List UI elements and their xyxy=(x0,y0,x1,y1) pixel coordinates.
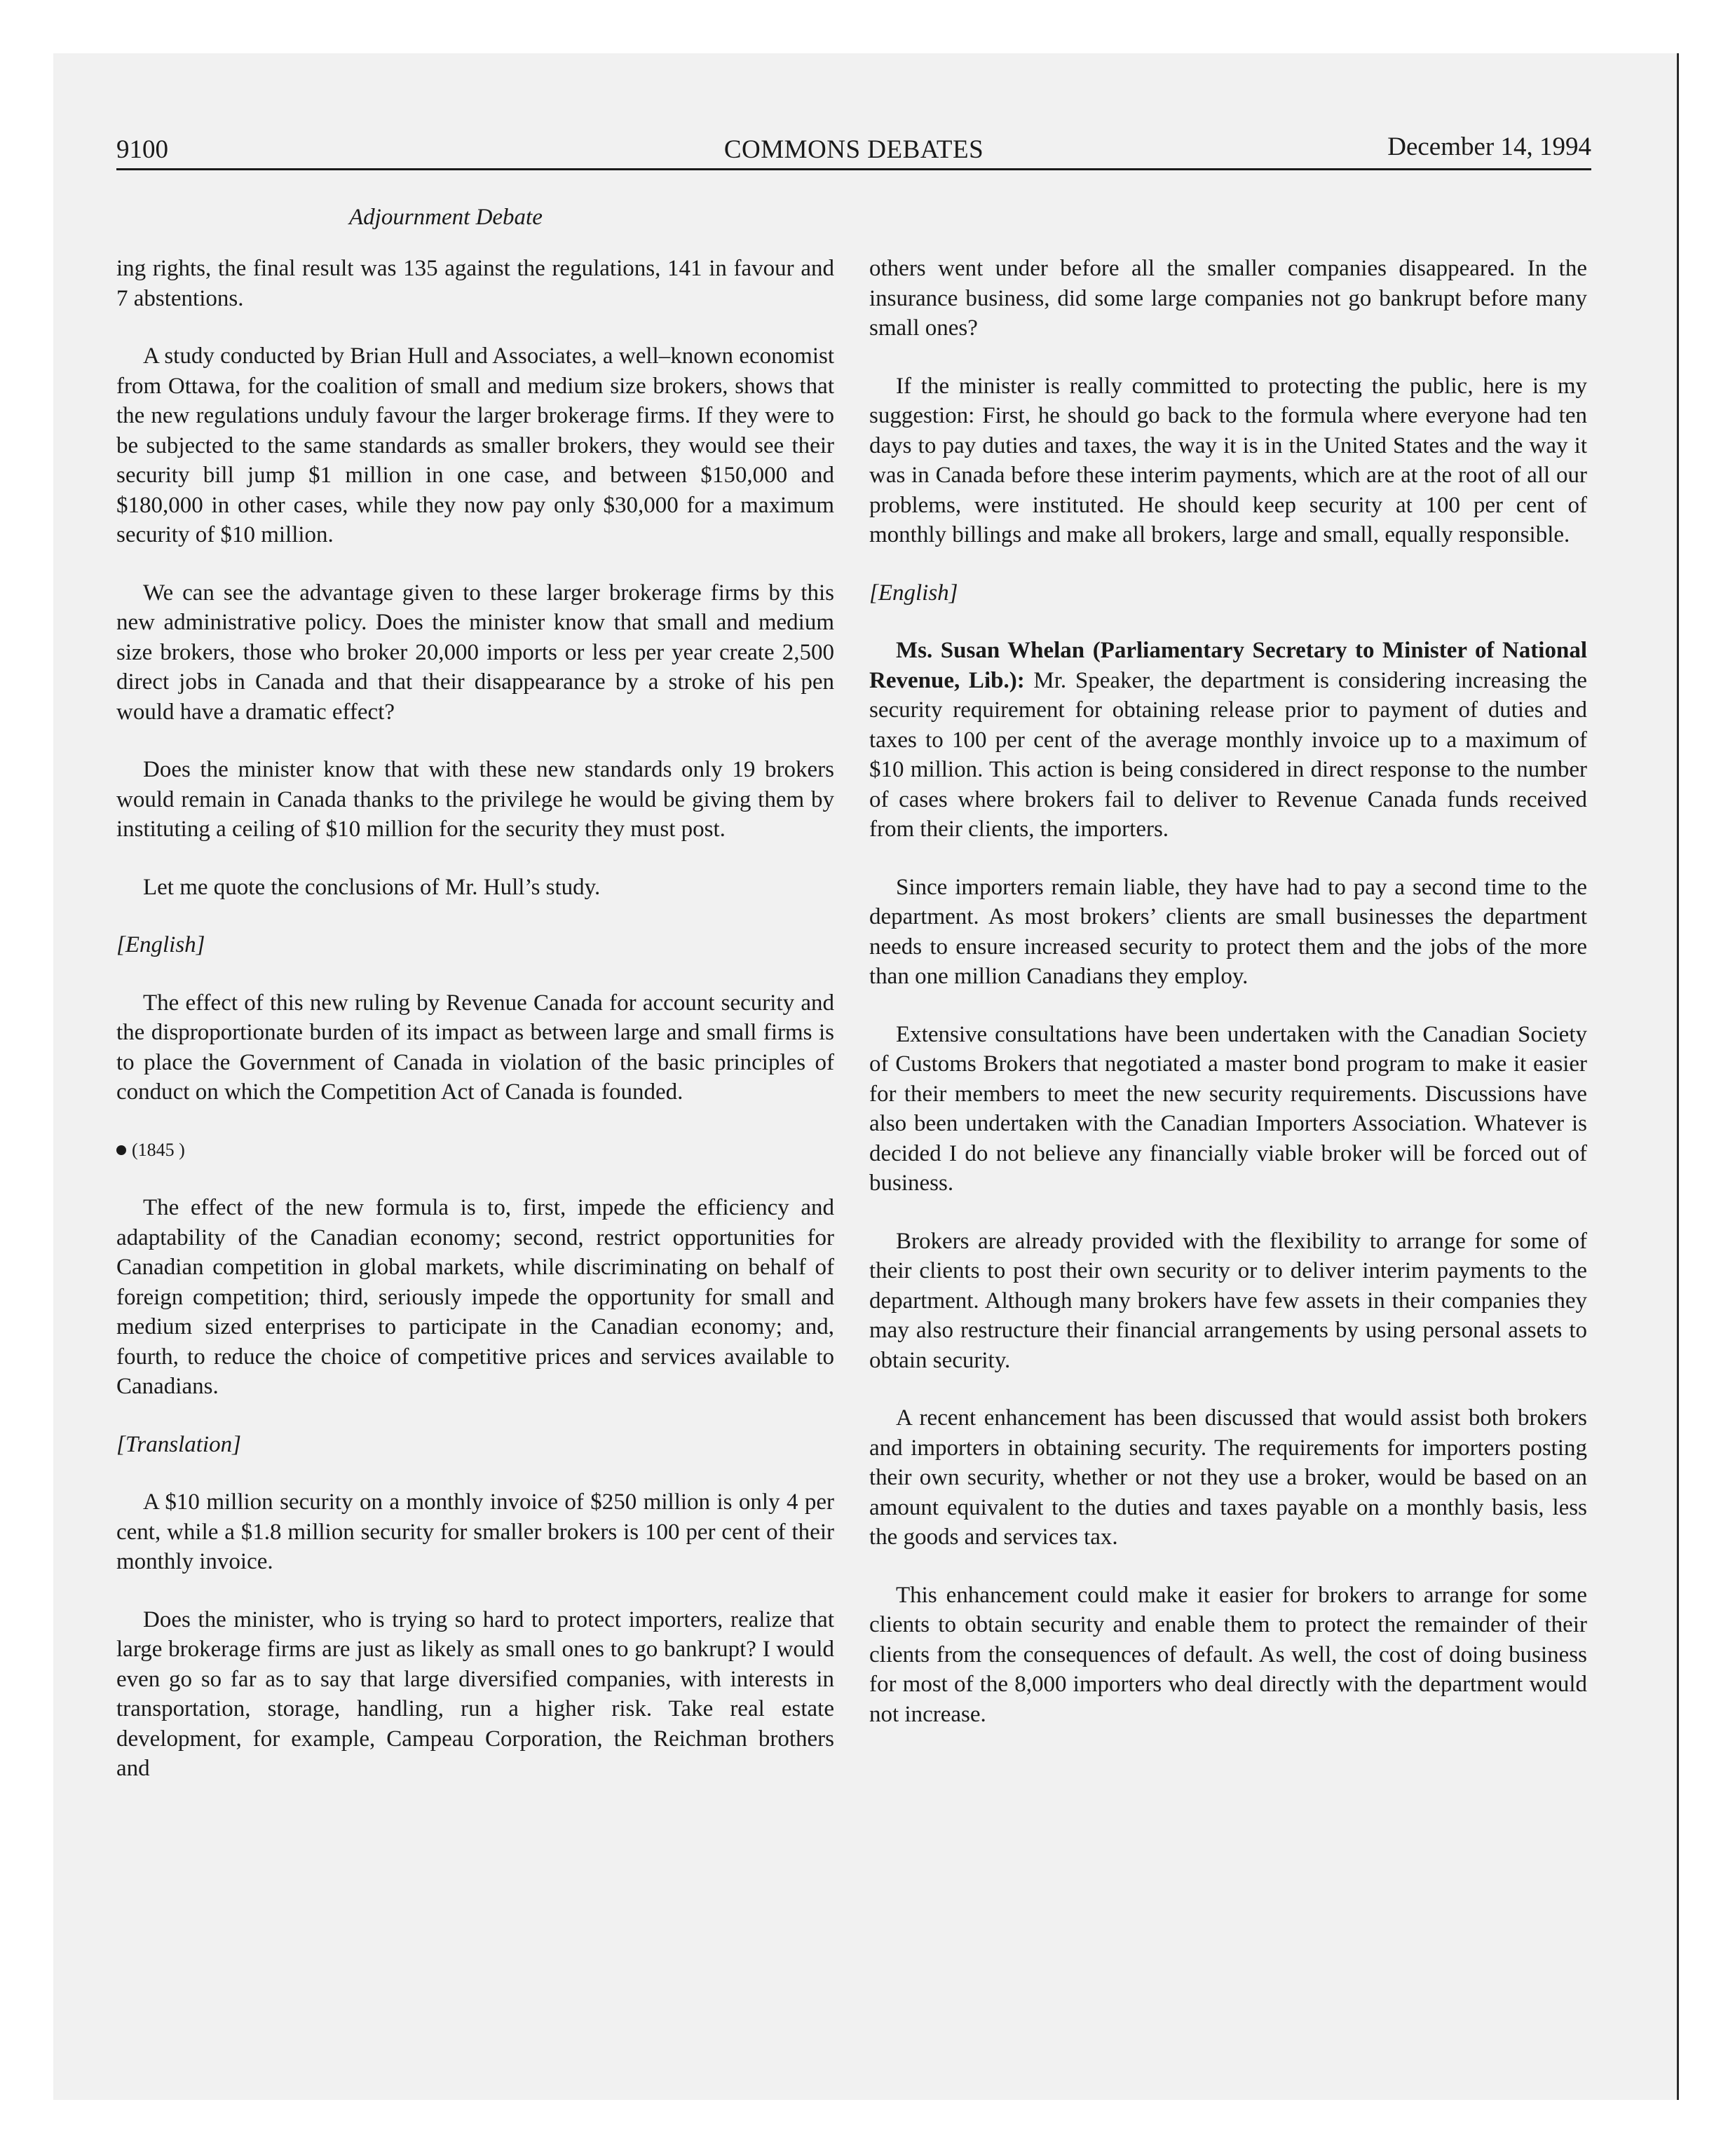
paragraph: The effect of the new formula is to, first, impede the efficiency and adaptability of the Canadian economy; second, restrict opportunities for Canadian competition in global markets, while discriminating on behalf of foreign competition; third, seriously impede the opportunity for small and medium sized enterprises to participate in the Canadian economy; and, fourth, to reduce the choice of competitive prices and services available to Canadians. xyxy=(116,1195,834,1399)
time-stamp-text: (1845 ) xyxy=(132,1139,185,1160)
paragraph: Does the minister know that with these new standards only 19 brokers would remain in Canada thanks to the privilege he would be giving them by instituting a ceiling of $10 million for the security they must post. xyxy=(116,757,834,842)
page-edge xyxy=(1677,53,1679,2100)
paragraph: Does the minister, who is trying so hard to protect importers, realize that large brokerage firms are just as likely as small ones to go bankrupt? I would even go so far as to say that large diversified companies, with interests in transportation, storage, handling, run a higher risk. Take real estate development, for example, Campeau Corporation, the Reichman brothers and xyxy=(116,1606,834,1781)
speech-paragraph xyxy=(869,636,1587,845)
paragraph: Let me quote the conclusions of Mr. Hull’s study. xyxy=(143,874,601,900)
paragraph: others went under before all the smaller companies disappeared. In the insurance business, did some large companies not go bankrupt before many small ones? xyxy=(869,256,1587,341)
language-marker: [Translation] xyxy=(116,1431,241,1457)
running-head: Adjournment Debate xyxy=(349,205,543,230)
speech-text: Mr. Speaker, the department is considering increasing the security requirement for obtaining release prior to payment of duties and taxes to 100 per cent of the average monthly invoice up to a maximum of $10 million. This action is being considered in direct response to the number of cases where brokers fail to deliver to Revenue Canada funds received from their clients, the importers. xyxy=(869,667,1588,842)
paragraph: Brokers are already provided with the flexibility to arrange for some of their clients to post their own security or to deliver interim payments to the department. Although many brokers have few assets in their companies they may also restructure their financial arrangements by using personal assets to obtain security. xyxy=(869,1228,1587,1373)
header-rule xyxy=(116,168,1591,170)
page-number: 9100 xyxy=(116,135,168,164)
paragraph: We can see the advantage given to these larger brokerage firms by this new administrative policy. Does the minister know that small and medium size brokers, those who broker 20,000 imports or less per year create 2,500 direct jobs in Canada and that their disappearance by a stroke of his pen would have a dramatic effect? xyxy=(116,580,834,725)
page-date: December 14, 1994 xyxy=(1387,132,1591,161)
right-column xyxy=(869,254,1587,1757)
journal-title: COMMONS DEBATES xyxy=(723,135,984,164)
bullet-icon xyxy=(116,1145,126,1155)
paragraph: ing rights, the final result was 135 against the regulations, 141 in favour and 7 abstentions. xyxy=(116,256,834,311)
language-marker: [English] xyxy=(116,932,205,957)
paragraph: A study conducted by Brian Hull and Associates, a well–known economist from Ottawa, for the coalition of small and medium size brokers, shows that the new regulations unduly favour the larger brokerage firms. If they were to be subjected to the same standards as smaller brokers, they would see their security bill jump $1 million in one case, and between $150,000 and $180,000 in other cases, while they now pay only $30,000 for a maximum security of $10 million. xyxy=(116,343,834,547)
paragraph: If the minister is really committed to protecting the public, here is my suggestion: First, he should go back to the formula where everyone had ten days to pay duties and taxes, the way it is in the United States and the way it was in Canada before these interim payments, which are at the root of all our problems, were instituted. He should keep security at 100 per cent of monthly billings and make all brokers, large and small, equally responsible. xyxy=(869,373,1587,547)
language-marker: [English] xyxy=(869,580,958,606)
paragraph: This enhancement could make it easier for brokers to arrange for some clients to obtain security and enable them to protect the remainder of their clients from the consequences of default. As well, the cost of doing business for most of the 8,000 importers who deal directly with the department would not increase. xyxy=(869,1582,1587,1727)
paragraph: Extensive consultations have been undertaken with the Canadian Society of Customs Brokers that negotiated a master bond program to make it easier for their members to meet the new security requirements. Discussions have also been undertaken with the Canadian Importers Association. Whatever is decided I do not believe any financially viable broker will be forced out of business. xyxy=(869,1021,1587,1196)
paragraph: The effect of this new ruling by Revenue Canada for account security and the disproportionate burden of its impact as between large and small firms is to place the Government of Canada in violation of the basic principles of conduct on which the Competition Act of Canada is founded. xyxy=(116,990,834,1105)
paragraph: A recent enhancement has been discussed that would assist both brokers and importers in obtaining security. The requirements for importers posting their own security, whether or not they use a broker, would be based on an amount equivalent to the duties and taxes payable on a monthly basis, less the goods and services tax. xyxy=(869,1405,1587,1550)
left-column xyxy=(116,254,834,1812)
speaker-name: Ms. Susan Whelan (Parliamentary Secretary to Minister of National Revenue, Lib.): xyxy=(869,638,1587,693)
page-header xyxy=(116,132,1591,168)
paragraph: A $10 million security on a monthly invoice of $250 million is only 4 per cent, while a $1.8 million security for smaller brokers is 100 per cent of their monthly invoice. xyxy=(116,1489,834,1574)
time-stamp xyxy=(116,1135,834,1166)
paragraph: Since importers remain liable, they have had to pay a second time to the department. As most brokers’ clients are small businesses the department needs to ensure increased security to protect them and the jobs of the more than one million Canadians they employ. xyxy=(869,874,1587,989)
